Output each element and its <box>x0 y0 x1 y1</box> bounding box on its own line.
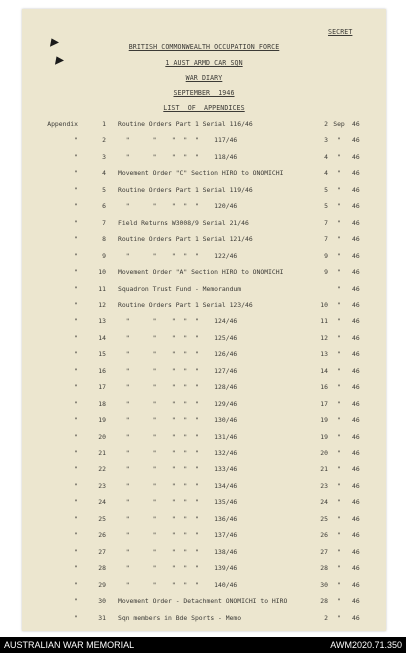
appendix-number: 7 <box>102 218 106 227</box>
appendix-day: 27 <box>320 547 328 556</box>
appendix-month: " <box>337 514 341 523</box>
appendix-year: 46 <box>352 383 360 392</box>
appendix-number: 12 <box>98 300 106 309</box>
appendix-label: " <box>74 613 78 622</box>
appendix-row <box>22 317 386 327</box>
appendix-day: 7 <box>324 235 328 244</box>
appendix-month: " <box>337 383 341 392</box>
appendix-description: " " " " " 117/46 <box>118 136 238 145</box>
appendix-number: 15 <box>98 350 106 359</box>
appendix-day: 23 <box>320 481 328 490</box>
appendix-description: " " " " " 130/46 <box>118 416 238 425</box>
appendix-month: " <box>337 169 341 178</box>
appendix-day: 9 <box>324 251 328 260</box>
appendix-day: 5 <box>324 202 328 211</box>
appendix-day: 19 <box>320 432 328 441</box>
appendix-year: 46 <box>352 432 360 441</box>
appendix-day: 4 <box>324 169 328 178</box>
unit-title: 1 AUST ARMD CAR SQN <box>165 59 243 67</box>
appendix-month: " <box>337 613 341 622</box>
appendix-label: " <box>74 399 78 408</box>
appendix-description: " " " " " 135/46 <box>118 498 238 507</box>
appendix-description: Sqn members in Bde Sports - Memo <box>118 613 242 622</box>
appendix-row <box>22 515 386 525</box>
appendix-day: 16 <box>320 383 328 392</box>
appendix-description: Field Returns W3008/9 Serial 21/46 <box>118 218 249 227</box>
appendix-row <box>22 268 386 278</box>
appendix-number: 6 <box>102 202 106 211</box>
appendix-label: " <box>74 416 78 425</box>
period-title: SEPTEMBER 1946 <box>173 89 235 97</box>
archive-name: AUSTRALIAN WAR MEMORIAL <box>4 640 135 650</box>
appendix-description: " " " " " 138/46 <box>118 547 238 556</box>
appendix-label: " <box>74 465 78 474</box>
appendix-month: " <box>337 449 341 457</box>
appendix-day: 10 <box>320 300 328 309</box>
appendix-day: 11 <box>320 317 328 326</box>
appendix-month: " <box>337 218 341 227</box>
appendix-label: " <box>74 284 78 293</box>
appendix-description: " " " " " 120/46 <box>118 202 238 211</box>
appendix-description: " " " " " 132/46 <box>118 449 238 457</box>
appendix-description: Movement Order "C" Section HIRO to ONOMICHI <box>118 169 284 178</box>
appendix-row <box>22 301 386 311</box>
appendix-description: Routine Orders Part 1 Serial 123/46 <box>118 300 253 309</box>
appendix-year: 46 <box>352 465 360 474</box>
appendix-day: 21 <box>320 465 328 474</box>
appendix-row <box>22 186 386 196</box>
appendix-day: 26 <box>320 531 328 540</box>
appendix-year: 46 <box>352 317 360 326</box>
appendix-label: " <box>74 432 78 441</box>
appendix-year: 46 <box>352 498 360 507</box>
appendix-year: 46 <box>352 284 360 293</box>
appendix-number: 3 <box>102 152 106 161</box>
appendix-label: " <box>74 300 78 309</box>
appendix-row <box>22 581 386 591</box>
appendix-row <box>22 498 386 508</box>
appendix-label: " <box>74 350 78 359</box>
appendix-row <box>22 219 386 229</box>
appendix-day: 4 <box>324 152 328 161</box>
appendix-label: " <box>74 333 78 342</box>
appendix-day: 2 <box>324 613 328 622</box>
appendix-year: 46 <box>352 399 360 408</box>
appendix-description: Routine Orders Part 1 Serial 119/46 <box>118 185 253 194</box>
appendix-number: 2 <box>102 136 106 145</box>
appendix-month: " <box>337 284 341 293</box>
appendix-year: 46 <box>352 416 360 425</box>
appendix-number: 9 <box>102 251 106 260</box>
appendix-description: " " " " " 125/46 <box>118 333 238 342</box>
appendix-number: 29 <box>98 580 106 589</box>
appendix-year: 46 <box>352 202 360 211</box>
appendix-row <box>22 383 386 393</box>
appendix-description: " " " " " 140/46 <box>118 580 238 589</box>
appendix-row <box>22 350 386 360</box>
appendix-year: 46 <box>352 251 360 260</box>
appendix-year: 46 <box>352 268 360 277</box>
appendix-year: 46 <box>352 481 360 490</box>
appendix-label: " <box>74 235 78 244</box>
appendix-row <box>22 169 386 179</box>
appendix-month: " <box>337 531 341 540</box>
appendix-label: " <box>74 268 78 277</box>
appendix-number: 23 <box>98 481 106 490</box>
appendix-label: " <box>74 547 78 556</box>
appendix-row <box>22 235 386 245</box>
appendix-year: 46 <box>352 218 360 227</box>
appendix-day: 17 <box>320 399 328 408</box>
appendix-label: " <box>74 366 78 375</box>
appendix-description: " " " " " 134/46 <box>118 481 238 490</box>
appendix-month: " <box>337 350 341 359</box>
appendix-label: " <box>74 597 78 606</box>
appendix-year: 46 <box>352 120 360 128</box>
appendix-day: 24 <box>320 498 328 507</box>
appendix-month: " <box>337 300 341 309</box>
appendix-row <box>22 548 386 558</box>
appendix-day: 28 <box>320 564 328 573</box>
appendix-year: 46 <box>352 235 360 244</box>
appendix-month: " <box>337 547 341 556</box>
appendix-label: " <box>74 169 78 178</box>
appendix-year: 46 <box>352 449 360 457</box>
appendix-description: Movement Order "A" Section HIRO to ONOMICHI <box>118 268 284 277</box>
appendix-number: 14 <box>98 333 106 342</box>
appendix-day: 12 <box>320 333 328 342</box>
appendix-month: " <box>337 333 341 342</box>
appendix-number: 13 <box>98 317 106 326</box>
appendix-description: " " " " " 139/46 <box>118 564 238 573</box>
list-heading: LIST OF APPENDICES <box>163 104 245 112</box>
appendix-description: Movement Order - Detachment ONOMICHI to HIRO <box>118 597 288 606</box>
appendix-number: 31 <box>98 613 106 622</box>
appendix-row <box>22 433 386 443</box>
appendix-row <box>22 285 386 295</box>
appendix-description: Squadron Trust Fund - Memorandum <box>118 284 242 293</box>
appendix-month: " <box>337 465 341 474</box>
appendix-description: " " " " " 129/46 <box>118 399 238 408</box>
appendix-number: 11 <box>98 284 106 293</box>
appendix-day: 9 <box>324 268 328 277</box>
appendix-number: 1 <box>102 120 106 128</box>
appendix-row <box>22 531 386 541</box>
appendix-year: 46 <box>352 564 360 573</box>
appendix-description: " " " " " 136/46 <box>118 514 238 523</box>
appendix-year: 46 <box>352 333 360 342</box>
appendix-label: " <box>74 449 78 457</box>
classification-stamp: SECRET <box>328 28 353 36</box>
appendix-row <box>22 202 386 212</box>
appendix-month: " <box>337 564 341 573</box>
appendix-month: " <box>337 268 341 277</box>
appendix-year: 46 <box>352 152 360 161</box>
appendix-description: " " " " " 118/46 <box>118 152 238 161</box>
appendix-label: " <box>74 202 78 211</box>
appendix-year: 46 <box>352 597 360 606</box>
appendix-row <box>22 400 386 410</box>
archive-reference: AWM2020.71.350 <box>330 640 402 650</box>
appendix-label: " <box>74 383 78 392</box>
appendix-month: " <box>337 580 341 589</box>
appendix-number: 30 <box>98 597 106 606</box>
appendix-year: 46 <box>352 169 360 178</box>
appendix-label: " <box>74 531 78 540</box>
appendix-day: 28 <box>320 597 328 606</box>
appendix-number: 22 <box>98 465 106 474</box>
appendix-day: 14 <box>320 366 328 375</box>
appendix-number: 21 <box>98 449 106 457</box>
appendix-month: " <box>337 152 341 161</box>
appendix-number: 16 <box>98 366 106 375</box>
appendix-year: 46 <box>352 613 360 622</box>
appendix-row <box>22 120 386 130</box>
archive-footer <box>0 637 406 653</box>
appendix-year: 46 <box>352 531 360 540</box>
document-type: WAR DIARY <box>185 74 223 82</box>
appendix-row <box>22 614 386 624</box>
appendix-description: " " " " " 127/46 <box>118 366 238 375</box>
appendix-row <box>22 465 386 475</box>
appendix-year: 46 <box>352 350 360 359</box>
appendix-description: " " " " " 131/46 <box>118 432 238 441</box>
appendix-month: " <box>337 432 341 441</box>
appendix-day: 5 <box>324 185 328 194</box>
appendix-month: " <box>337 399 341 408</box>
appendix-month: " <box>337 185 341 194</box>
appendix-year: 46 <box>352 366 360 375</box>
appendix-label: " <box>74 564 78 573</box>
appendix-month: " <box>337 366 341 375</box>
appendix-number: 17 <box>98 383 106 392</box>
organisation-title: BRITISH COMMONWEALTH OCCUPATION FORCE <box>128 43 280 51</box>
appendix-number: 24 <box>98 498 106 507</box>
appendix-row <box>22 252 386 262</box>
appendix-month: " <box>337 136 341 145</box>
appendix-label: " <box>74 514 78 523</box>
appendix-month: " <box>337 416 341 425</box>
appendix-label: " <box>74 185 78 194</box>
appendix-number: 25 <box>98 514 106 523</box>
appendix-number: 8 <box>102 235 106 244</box>
appendix-month: " <box>337 498 341 507</box>
appendix-label: " <box>74 152 78 161</box>
appendix-year: 46 <box>352 547 360 556</box>
appendix-row <box>22 449 386 459</box>
appendix-month: " <box>337 481 341 490</box>
appendix-description: " " " " " 133/46 <box>118 465 238 474</box>
appendix-label: " <box>74 580 78 589</box>
appendix-month: " <box>337 251 341 260</box>
appendix-label: " <box>74 136 78 145</box>
appendix-year: 46 <box>352 514 360 523</box>
document-page <box>22 9 386 631</box>
appendix-row <box>22 482 386 492</box>
appendix-number: 5 <box>102 185 106 194</box>
appendix-description: " " " " " 137/46 <box>118 531 238 540</box>
appendix-number: 18 <box>98 399 106 408</box>
appendix-day: 7 <box>324 218 328 227</box>
appendix-day: 25 <box>320 514 328 523</box>
appendix-year: 46 <box>352 136 360 145</box>
appendix-label: " <box>74 481 78 490</box>
appendix-row <box>22 136 386 146</box>
appendix-number: 26 <box>98 531 106 540</box>
appendix-day: 2 <box>324 120 328 128</box>
appendix-description: " " " " " 122/46 <box>118 251 238 260</box>
appendix-label: Appendix <box>47 120 78 128</box>
appendix-label: " <box>74 317 78 326</box>
appendix-row <box>22 564 386 574</box>
appendix-description: " " " " " 124/46 <box>118 317 238 326</box>
appendix-row <box>22 416 386 426</box>
appendix-month: Sep <box>333 120 345 128</box>
appendix-day: 30 <box>320 580 328 589</box>
appendix-row <box>22 334 386 344</box>
appendix-number: 28 <box>98 564 106 573</box>
appendix-year: 46 <box>352 185 360 194</box>
appendix-number: 19 <box>98 416 106 425</box>
appendix-row <box>22 597 386 607</box>
appendix-description: " " " " " 128/46 <box>118 383 238 392</box>
appendix-month: " <box>337 317 341 326</box>
appendix-description: " " " " " 126/46 <box>118 350 238 359</box>
appendix-description: Routine Orders Part 1 Serial 116/46 <box>118 120 253 128</box>
appendix-day: 20 <box>320 449 328 457</box>
appendix-month: " <box>337 202 341 211</box>
appendix-label: " <box>74 218 78 227</box>
appendix-year: 46 <box>352 300 360 309</box>
appendix-day: 3 <box>324 136 328 145</box>
appendix-year: 46 <box>352 580 360 589</box>
appendix-month: " <box>337 235 341 244</box>
appendix-number: 4 <box>102 169 106 178</box>
appendix-label: " <box>74 251 78 260</box>
appendix-row <box>22 367 386 377</box>
appendix-day: 13 <box>320 350 328 359</box>
appendix-description: Routine Orders Part 1 Serial 121/46 <box>118 235 253 244</box>
appendix-number: 10 <box>98 268 106 277</box>
appendix-day: 19 <box>320 416 328 425</box>
appendix-number: 20 <box>98 432 106 441</box>
appendix-number: 27 <box>98 547 106 556</box>
appendix-row <box>22 153 386 163</box>
appendix-label: " <box>74 498 78 507</box>
appendix-month: " <box>337 597 341 606</box>
